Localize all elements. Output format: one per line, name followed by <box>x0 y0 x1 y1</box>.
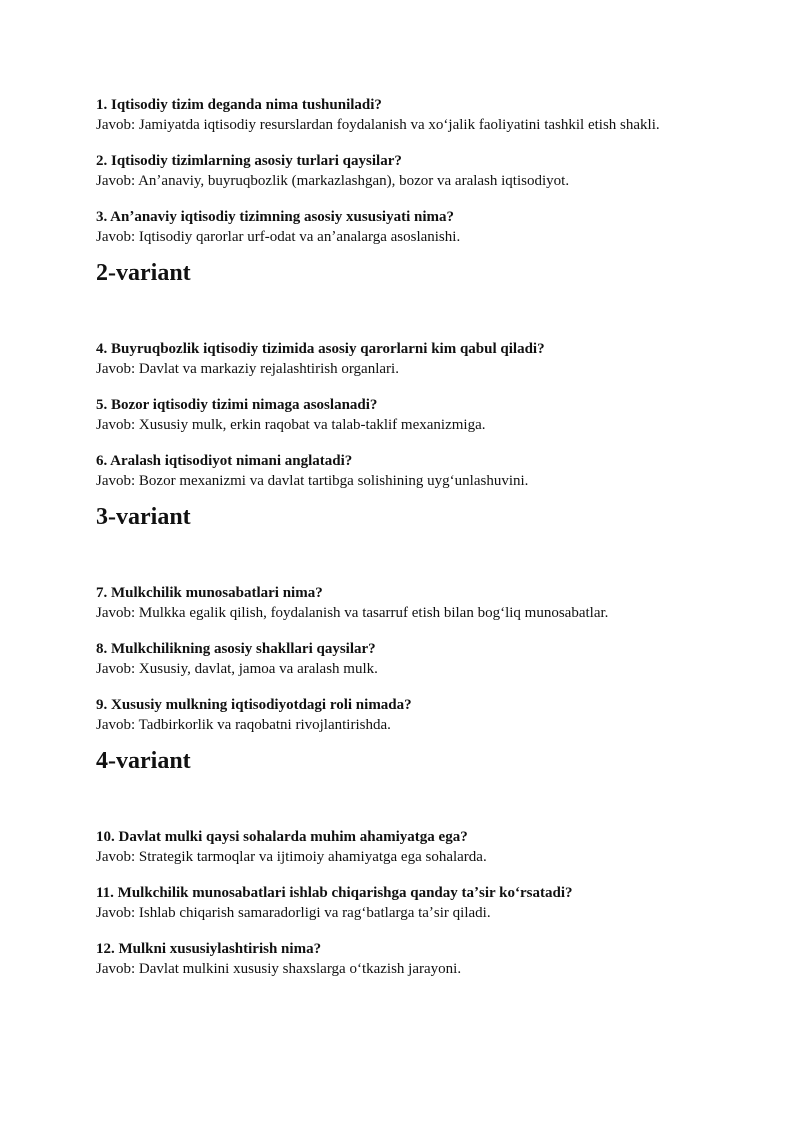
question: 5. Bozor iqtisodiy tizimi nimaga asoslanadi? <box>96 397 378 413</box>
qa-item <box>96 827 736 867</box>
answer: Javob: Davlat va markaziy rejalashtirish organlari. <box>96 361 399 377</box>
qa-item <box>96 95 736 135</box>
answer: Javob: Ishlab chiqarish samaradorligi va ragʻbatlarga taʼsir qiladi. <box>96 905 491 921</box>
qa-item <box>96 395 736 435</box>
answer: Javob: Tadbirkorlik va raqobatni rivojlantirishda. <box>96 717 391 733</box>
variant-heading: 3-variant <box>96 504 191 530</box>
question: 1. Iqtisodiy tizim deganda nima tushuniladi? <box>96 97 382 113</box>
variant-heading: 4-variant <box>96 748 191 774</box>
answer: Javob: Xususiy mulk, erkin raqobat va talab-taklif mexanizmiga. <box>96 417 486 433</box>
question: 12. Mulkni xususiylashtirish nima? <box>96 941 322 957</box>
question: 8. Mulkchilikning asosiy shakllari qaysilar? <box>96 641 376 657</box>
question: 9. Xususiy mulkning iqtisodiyotdagi roli nimada? <box>96 697 412 713</box>
variant-heading: 2-variant <box>96 260 191 286</box>
question: 6. Aralash iqtisodiyot nimani anglatadi? <box>96 453 353 469</box>
qa-item <box>96 451 736 491</box>
question: 11. Mulkchilik munosabatlari ishlab chiqarishga qanday taʼsir koʻrsatadi? <box>96 885 573 901</box>
qa-item <box>96 939 736 979</box>
qa-item <box>96 583 736 623</box>
qa-item <box>96 339 736 379</box>
answer: Javob: Xususiy, davlat, jamoa va aralash mulk. <box>96 661 378 677</box>
qa-item <box>96 883 736 923</box>
question: 4. Buyruqbozlik iqtisodiy tizimida asosiy qarorlarni kim qabul qiladi? <box>96 341 545 357</box>
answer: Javob: Mulkka egalik qilish, foydalanish va tasarruf etish bilan bogʻliq munosabatlar. <box>96 605 609 621</box>
question: 7. Mulkchilik munosabatlari nima? <box>96 585 323 601</box>
answer: Javob: Anʼanaviy, buyruqbozlik (markazlashgan), bozor va aralash iqtisodiyot. <box>96 173 570 189</box>
question: 10. Davlat mulki qaysi sohalarda muhim ahamiyatga ega? <box>96 829 468 845</box>
qa-item <box>96 207 736 247</box>
question: 2. Iqtisodiy tizimlarning asosiy turlari qaysilar? <box>96 153 402 169</box>
document-page <box>96 95 736 979</box>
qa-item <box>96 695 736 735</box>
qa-item <box>96 151 736 191</box>
question: 3. Anʼanaviy iqtisodiy tizimning asosiy xususiyati nima? <box>96 209 454 225</box>
answer: Javob: Davlat mulkini xususiy shaxslarga oʻtkazish jarayoni. <box>96 961 462 977</box>
answer: Javob: Jamiyatda iqtisodiy resurslardan foydalanish va xoʻjalik faoliyatini tashkil etish shakli. <box>96 117 660 133</box>
answer: Javob: Bozor mexanizmi va davlat tartibga solishining uygʻunlashuvini. <box>96 473 529 489</box>
answer: Javob: Iqtisodiy qarorlar urf-odat va anʼanalarga asoslanishi. <box>96 229 461 245</box>
qa-item <box>96 639 736 679</box>
answer: Javob: Strategik tarmoqlar va ijtimoiy ahamiyatga ega sohalarda. <box>96 849 487 865</box>
